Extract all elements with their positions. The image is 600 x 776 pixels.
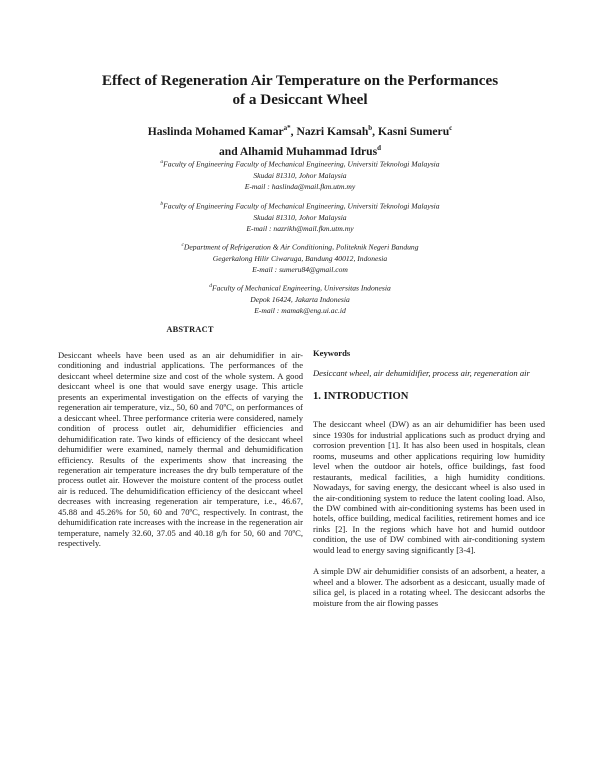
affiliation-sup: a — [160, 159, 164, 165]
affiliation-d — [60, 281, 540, 316]
keywords-heading: Keywords — [313, 348, 351, 358]
affiliation-line: Faculty of Engineering Faculty of Mechanical Engineering, Universiti Teknologi Malaysia — [163, 201, 440, 211]
affiliation-sup: c — [181, 242, 184, 248]
title-line-2: of a Desiccant Wheel — [232, 91, 368, 108]
affiliation-b — [60, 199, 540, 234]
affiliation-c — [60, 240, 540, 275]
author-list — [40, 120, 560, 160]
affiliation-email: E-mail : nazrikh@mail.fkm.utm.my — [246, 223, 354, 233]
author-3: Kasni Sumeru — [377, 124, 450, 138]
author-3-sup: c — [449, 124, 453, 132]
affiliation-email: E-mail : sumeru84@gmail.com — [252, 264, 348, 274]
affiliation-sup: b — [160, 201, 164, 207]
author-separator: , — [290, 124, 297, 138]
introduction-paragraph-1: The desiccant wheel (DW) as an air dehumidifier has been used since 1930s for industrial applications such as product drying and corrosion prevention [1]. It has also been used in hospitals, clean rooms, museums and other applications requiring low humidity level when the outdoor air hotels, office buildings, fast food restaurants, medical facilities, a high humidity conditions. Nowadays, for saving energy, the desiccant wheel is also used in the air-conditioning system to reduce the latent cooling load. Also, the DW combined with air-conditioning systems has been used in hotels, office building, medical facilities, retirement homes and ice rinks [2]. In the regions which have hot and humid outdoor condition, the use of DW combined with air-conditioning system would lead to energy saving significantly [3-4]. — [313, 419, 545, 555]
affiliation-line: Skudai 81310, Johor Malaysia — [253, 212, 347, 222]
abstract-column — [58, 350, 303, 549]
author-4-sup: d — [377, 143, 382, 152]
affiliation-email: E-mail : haslinda@mail.fkm.utm.my — [244, 181, 356, 191]
affiliation-line: Faculty of Mechanical Engineering, Universitas Indonesia — [211, 283, 391, 293]
affiliation-line: Skudai 81310, Johor Malaysia — [253, 170, 347, 180]
author-1-sup: a* — [283, 124, 291, 132]
affiliation-line: Faculty of Engineering Faculty of Mechanical Engineering, Universiti Teknologi Malaysia — [163, 159, 440, 169]
affiliation-line: Depok 16424, Jakarta Indonesia — [250, 294, 350, 304]
affiliation-email: E-mail : mamak@eng.ui.ac.id — [254, 305, 346, 315]
author-2: Nazri Kamsah — [296, 124, 369, 138]
author-1: Haslinda Mohamed Kamar — [147, 124, 284, 138]
abstract-text: Desiccant wheels have been used as an air dehumidifier in air-conditioning and industrial applications. The performances of the desiccant wheel determine size and cost of the whole system. A good desiccant wheel is one that would save energy usage. This article presents an experimental investigation on the effects of varying the regeneration air temperature, viz., 50, 60 and 70ºC, on performances of a desiccant wheel. Three performance criteria were considered, namely condition of process outlet air, dehumidifier efficiencies and dehumidification rate. Two kinds of efficiency of the desiccant wheel dehumidifier were examined, namely thermal and dehumidification efficiency. Results of the experiments show that increasing the regeneration air temperature increases the dry bulb temperature of the process outlet air. However the moisture content of the process outlet air is reduced. The dehumidification efficiency of the desiccant wheel decreases with increasing regeneration air temperature, i.e., 46.67, 45.88 and 45.26% for 50, 60 and 70ºC, respectively. In contrast, the dehumidification rate increases with the increase in the regeneration air temperature, namely 32.60, 37.05 and 40.18 g/h for 50, 60 and 70ºC, respectively. — [58, 350, 303, 549]
author-2-sup: b — [368, 124, 373, 132]
affiliation-a — [60, 157, 540, 192]
affiliation-line: Department of Refrigeration & Air Conditioning, Politeknik Negeri Bandung — [183, 242, 419, 252]
author-separator: , — [372, 124, 378, 138]
affiliation-line: Gegerkalong Hilir Ciwaruga, Bandung 40012, Indonesia — [212, 253, 388, 263]
abstract-heading: ABSTRACT — [166, 325, 214, 334]
keywords-text: Desiccant wheel, air dehumidifier, process air, regeneration air — [313, 368, 530, 379]
author-4: Alhamid Muhammad Idrus — [239, 144, 378, 158]
introduction-heading: 1. INTRODUCTION — [313, 390, 409, 402]
introduction-paragraph-2: A simple DW air dehumidifier consists of an adsorbent, a heater, a wheel and a blower. The adsorbent as a desiccant, usually made of silica gel, is placed in a rotating wheel. The desiccant adsorbs the moisture from the air flowing passes — [313, 566, 545, 608]
author-and: and — [218, 144, 240, 158]
paper-title — [40, 71, 560, 109]
right-column — [313, 348, 545, 608]
affiliation-sup: d — [209, 283, 212, 289]
title-line-1: Effect of Regeneration Air Temperature on the Performances — [101, 72, 499, 89]
